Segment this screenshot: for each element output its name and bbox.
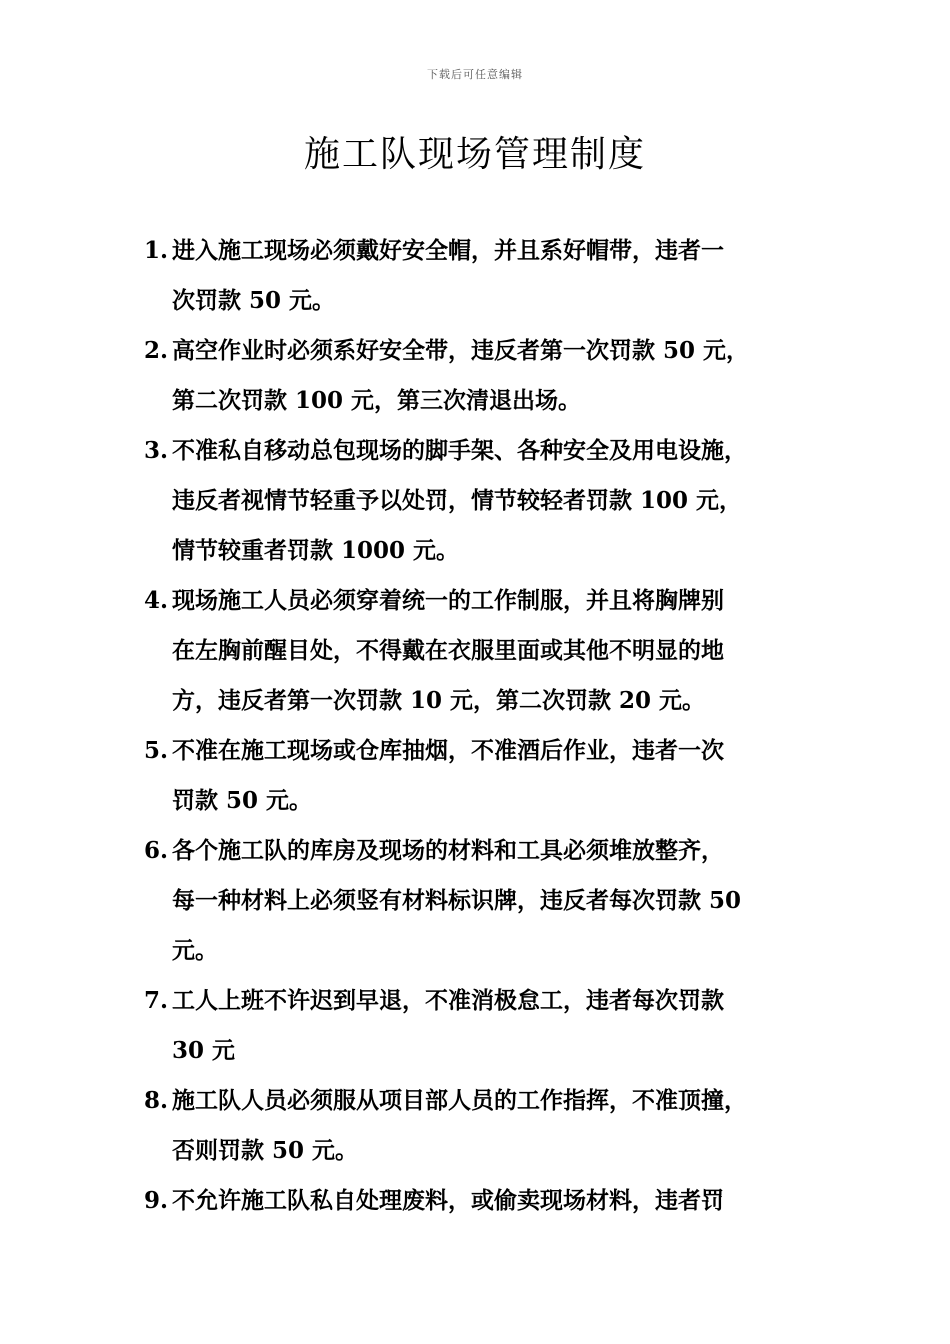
rule-number: 8. (144, 1087, 169, 1114)
rule-line: 不允许施工队私自处理废料，或偷卖现场材料，违者罚 (172, 1187, 724, 1214)
rule-line: 次罚款 50 元。 (172, 287, 336, 314)
rule-text (172, 1076, 824, 1176)
rule-line: 罚款 50 元。 (172, 787, 313, 814)
rule-item-5 (144, 726, 824, 826)
rule-item-7 (144, 976, 824, 1076)
rule-line: 否则罚款 50 元。 (172, 1137, 359, 1164)
rule-number: 1. (144, 237, 169, 264)
rules-list (144, 226, 824, 1226)
rule-text (172, 726, 824, 826)
rule-line: 不准在施工现场或仓库抽烟，不准酒后作业，违者一次 (172, 737, 724, 764)
rule-line: 进入施工现场必须戴好安全帽，并且系好帽带，违者一 (172, 237, 724, 264)
rule-line: 方，违反者第一次罚款 10 元，第二次罚款 20 元。 (172, 687, 706, 714)
rule-text (172, 226, 824, 326)
rule-item-1 (144, 226, 824, 326)
rule-text (172, 1176, 824, 1226)
rule-line: 高空作业时必须系好安全带，违反者第一次罚款 50 元， (172, 337, 750, 364)
rule-item-2 (144, 326, 824, 426)
rule-number: 2. (144, 337, 169, 364)
rule-text (172, 826, 824, 976)
rule-number: 4. (144, 587, 169, 614)
rule-line: 各个施工队的库房及现场的材料和工具必须堆放整齐， (172, 837, 724, 864)
rule-line: 第二次罚款 100 元，第三次清退出场。 (172, 387, 582, 414)
rule-item-9 (144, 1176, 824, 1226)
rule-number: 9. (144, 1187, 169, 1214)
rule-number: 3. (144, 437, 169, 464)
rule-item-8 (144, 1076, 824, 1176)
rule-line: 元。 (172, 937, 218, 964)
rule-item-6 (144, 826, 824, 976)
rule-number: 7. (144, 987, 169, 1014)
rule-line: 工人上班不许迟到早退，不准消极怠工，违者每次罚款 (172, 987, 724, 1014)
rule-item-4 (144, 576, 824, 726)
rule-line: 30 元 (172, 1037, 236, 1064)
rule-text (172, 326, 824, 426)
rule-number: 6. (144, 837, 169, 864)
rule-line: 违反者视情节轻重予以处罚，情节较轻者罚款 100 元， (172, 487, 743, 514)
document-title: 施工队现场管理制度 (303, 134, 646, 175)
rule-number: 5. (144, 737, 169, 764)
rule-line: 现场施工人员必须穿着统一的工作制服，并且将胸牌别 (172, 587, 724, 614)
rule-line: 情节较重者罚款 1000 元。 (172, 537, 460, 564)
rule-text (172, 426, 824, 576)
rule-line: 不准私自移动总包现场的脚手架、各种安全及用电设施， (172, 437, 747, 464)
rule-text (172, 576, 824, 726)
rule-line: 在左胸前醒目处，不得戴在衣服里面或其他不明显的地 (172, 637, 724, 664)
rule-text (172, 976, 824, 1076)
header-note: 下载后可任意编辑 (427, 68, 523, 81)
rule-line: 施工队人员必须服从项目部人员的工作指挥，不准顶撞， (172, 1087, 747, 1114)
rule-line: 每一种材料上必须竖有材料标识牌，违反者每次罚款 50 (172, 887, 742, 914)
rule-item-3 (144, 426, 824, 576)
